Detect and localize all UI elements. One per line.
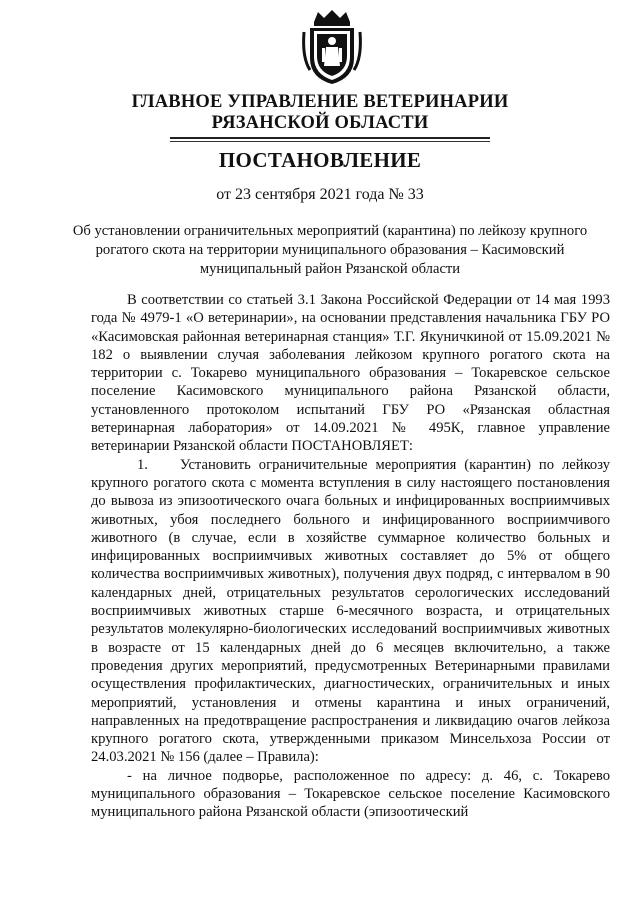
organization-name-line1: ГЛАВНОЕ УПРАВЛЕНИЕ ВЕТЕРИНАРИИ	[131, 92, 509, 112]
organization-name-line2: РЯЗАНСКОЙ ОБЛАСТИ	[211, 113, 429, 133]
document-title: ПОСТАНОВЛЕНИЕ	[218, 148, 422, 172]
dash-item-paragraph: - на личное подворье, расположенное по адресу: д. 46, с. Токарево муниципального образования – Токаревское сельское поселение Касимовского муниципального района Рязанской области (эпизоотический	[91, 767, 610, 821]
coat-of-arms-icon	[300, 8, 364, 86]
preamble-paragraph: В соответствии со статьей 3.1 Закона Российской Федерации от 14 мая 1993 года № 4979-1 «О ветеринарии», на основании представления начальника ГБУ РО «Касимовская районная ветеринарная станция» Т.Г. Якуничкиной от 15.09.2021 № 182 о выявлении случая заболевания лейкозом крупного рогатого скота на территории с. Токарево муниципального образования – Токаревское сельское поселение Касимовского муниципального района Рязанской области, установленного протоколом испытаний ГБУ РО «Рязанская областная ветеринарная лаборатория» от 14.09.2021 № 495К, главное управление ветеринарии Рязанской области ПОСТАНОВЛЯЕТ:	[91, 292, 610, 455]
header-divider	[170, 137, 490, 139]
document-date-number: от 23 сентября 2021 года № 33	[216, 186, 424, 203]
document-subject: Об установлении ограничительных мероприятий (карантина) по лейкозу крупного рогатого скота на территории муниципального образования – Касимовский муниципальный район Рязанской области	[72, 223, 588, 277]
document-body	[91, 291, 610, 822]
item-1-paragraph: 1. Установить ограничительные мероприятия (карантин) по лейкозу крупного рогатого скота с момента вступления в силу настоящего постановления до вывоза из эпизоотического очага больных и инфицированных восприимчивых животных, убоя последнего больного и инфицированного восприимчивого животного (в случае, если в хозяйстве суммарное количество больных и инфицированных восприимчивых животных составляет до 5% от общего количества восприимчивых животных), получения двух подряд, с интервалом в 90 календарных дней, отрицательных результатов серологических исследований восприимчивых животных старше 6-месячного возраста, и отрицательных результатов молекулярно-биологических исследований восприимчивых животных в возрасте от 15 календарных дней до 6 месяцев включительно, а также проведения других мероприятий, предусмотренных Ветеринарными правилами осуществления профилактических, диагностических, ограничительных и иных мероприятий, установления и отмены карантина и иных ограничений, направленных на предотвращение распространения и ликвидацию очагов лейкоза крупного рогатого скота, утвержденными приказом Минсельхоза России от 24.03.2021 № 156 (далее – Правила):	[91, 456, 610, 766]
header-divider-thin	[170, 141, 490, 142]
